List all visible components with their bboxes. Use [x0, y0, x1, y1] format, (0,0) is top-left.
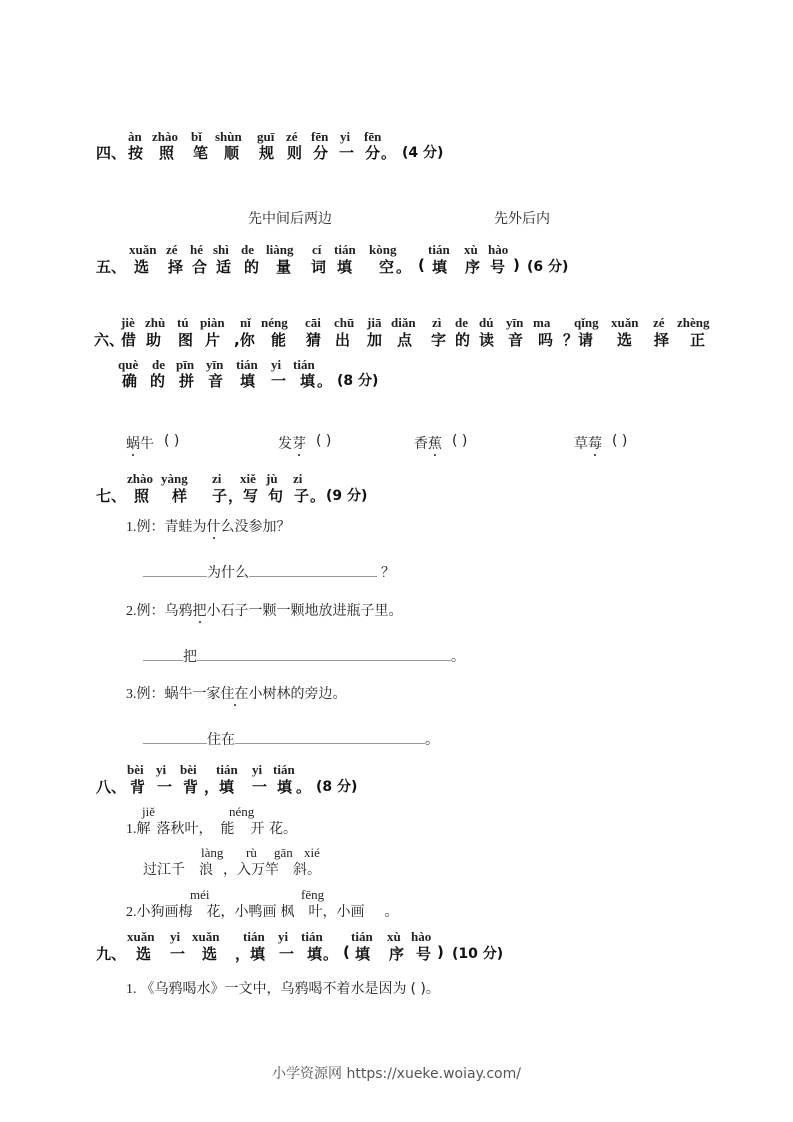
question-number: 1.	[126, 520, 137, 535]
example-label: 例：	[136, 686, 165, 702]
section-number: 五、	[96, 258, 127, 276]
question-number: 2.	[126, 604, 137, 619]
blank-input[interactable]	[249, 575, 377, 577]
char: 照	[134, 487, 150, 505]
char: 的	[150, 372, 166, 390]
pinyin: cí	[312, 242, 322, 257]
char: 浪	[199, 862, 213, 878]
pinyin: xuǎn	[127, 929, 155, 944]
answer-paren[interactable]: ( )	[410, 981, 426, 997]
pinyin: guī	[257, 129, 275, 144]
char: 选	[136, 945, 152, 963]
question-2	[126, 600, 403, 620]
char: 填	[337, 258, 353, 276]
char: 助	[146, 331, 162, 349]
pinyin: zì	[432, 315, 442, 330]
pinyin: jù	[266, 471, 278, 486]
pinyin: xuǎn	[129, 242, 157, 257]
word-item-1	[126, 433, 154, 453]
poem-text: ，入万	[223, 862, 265, 878]
char: 选	[617, 331, 633, 349]
pinyin: de	[455, 315, 468, 330]
char: 字	[431, 331, 447, 349]
question-number: 1.	[126, 982, 137, 997]
punct: 。	[307, 862, 321, 878]
punct: 。	[396, 258, 412, 276]
char: 读	[479, 331, 495, 349]
char: 一	[170, 945, 186, 963]
pinyin: ma	[533, 315, 551, 330]
pinyin: hào	[488, 242, 509, 257]
char: 填	[432, 258, 448, 276]
pinyin: yi	[156, 762, 167, 777]
pinyin: zi	[212, 471, 222, 486]
blank-input[interactable]	[143, 742, 207, 744]
pinyin: chū	[334, 315, 355, 330]
char: 填	[300, 372, 316, 390]
dotted-char: 芽	[292, 436, 306, 452]
footer-watermark: 小学资源网 https://xueke.woiay.com/	[272, 1066, 521, 1082]
dotted-char: 蜗	[126, 436, 140, 452]
char: 香	[414, 436, 428, 452]
word-item-3	[414, 433, 442, 453]
char: 草	[574, 436, 588, 452]
char: 图	[178, 331, 194, 349]
pinyin: yīn	[206, 357, 224, 372]
poem-text: 小狗画	[136, 904, 179, 920]
question-1	[126, 978, 440, 998]
answer-paren-3[interactable]: ( )	[452, 433, 468, 449]
pinyin: yi	[271, 357, 282, 372]
pinyin: shì	[213, 242, 229, 257]
poem-line-2	[143, 859, 321, 879]
pinyin: yi	[252, 762, 263, 777]
char: 的	[455, 331, 471, 349]
pinyin: tián	[351, 929, 373, 944]
pinyin: jiè	[121, 315, 135, 330]
char: 笔	[193, 144, 209, 162]
punct: 。	[317, 372, 333, 390]
pinyin: xié	[304, 845, 320, 860]
question-number: 2.	[126, 905, 137, 920]
option-2: 先外后内	[494, 211, 550, 227]
pinyin: yàng	[161, 471, 188, 486]
pinyin: bèi	[127, 762, 144, 777]
char: ，填	[204, 778, 235, 796]
blank-input[interactable]	[143, 575, 207, 577]
dotted-words: 把	[192, 603, 207, 619]
blank-input[interactable]	[197, 659, 451, 661]
pinyin: zé	[166, 242, 178, 257]
char: 梅	[178, 904, 193, 920]
pinyin: méi	[190, 887, 210, 902]
pinyin: xiě	[240, 471, 256, 486]
pinyin: diǎn	[391, 315, 416, 330]
answer-line-1	[143, 562, 395, 582]
char: 猜	[306, 331, 322, 349]
section-number: 四、	[96, 144, 127, 162]
question-number: 3.	[126, 687, 137, 702]
char: 能	[271, 331, 287, 349]
question-number: 1.	[126, 822, 137, 837]
pinyin: yīn	[506, 315, 524, 330]
pinyin: tián	[216, 762, 238, 777]
pinyin: zé	[286, 129, 298, 144]
pinyin: yi	[278, 929, 289, 944]
pinyin: qǐng	[574, 315, 599, 330]
pinyin: fēng	[301, 887, 325, 902]
pinyin: liàng	[266, 242, 294, 257]
pinyin: bǐ	[191, 129, 202, 144]
poem-text: 花，小鸭画	[206, 904, 277, 920]
pinyin: shùn	[215, 129, 242, 144]
sentence-text: 蜗牛一家	[164, 686, 221, 702]
pinyin: fēn	[364, 129, 382, 144]
char: 出	[335, 331, 351, 349]
char: 加	[367, 331, 383, 349]
pinyin: tián	[273, 762, 295, 777]
score: (6 分)	[527, 259, 569, 275]
dotted-char: 莓	[588, 436, 602, 452]
poem-text: 落秋叶，	[156, 821, 213, 837]
option-1: 先中间后两边	[248, 211, 332, 227]
dotted-words: 住在	[220, 686, 249, 702]
char: 一	[252, 778, 268, 796]
char: ，填	[235, 945, 266, 963]
pinyin: pīn	[176, 357, 195, 372]
pinyin: jiā	[367, 315, 382, 330]
char: 音	[508, 331, 524, 349]
char: 填	[355, 945, 371, 963]
answer-paren-4[interactable]: ( )	[612, 433, 628, 449]
question-1	[126, 516, 291, 536]
char: 子	[294, 487, 310, 505]
score: (8 分)	[316, 779, 358, 795]
char: 发	[278, 436, 292, 452]
char: 选	[134, 258, 150, 276]
char: 正	[690, 331, 706, 349]
char: 样	[172, 487, 188, 505]
char: 照	[159, 144, 175, 162]
char: 选	[202, 945, 218, 963]
pinyin: cāi	[305, 315, 321, 330]
paren-open: (	[418, 256, 425, 274]
char: 能	[220, 821, 235, 837]
char: 择	[168, 258, 184, 276]
pinyin: tián	[334, 242, 356, 257]
char: 一	[279, 945, 295, 963]
pinyin: xù	[464, 242, 478, 257]
punct: 。	[323, 945, 339, 963]
example-label: 例：	[136, 603, 165, 619]
pinyin: tián	[301, 929, 323, 944]
char: 牛	[140, 436, 154, 452]
pinyin: rù	[246, 845, 257, 860]
paren-close: )	[513, 256, 520, 274]
char: 点	[397, 331, 413, 349]
char: 一	[157, 778, 173, 796]
score: (8 分)	[337, 373, 379, 389]
answer-keyword: 把	[183, 649, 197, 665]
answer-paren-1[interactable]: ( )	[164, 433, 180, 449]
punct: 。	[381, 144, 397, 162]
pinyin: xù	[387, 929, 401, 944]
sentence-text: 小树林的旁边。	[248, 686, 347, 702]
pinyin: tú	[177, 315, 189, 330]
sentence-text: 小石子一颗一颗地放进瓶子里。	[206, 603, 403, 619]
pinyin: nǐ	[240, 315, 251, 330]
pinyin: bèi	[180, 762, 197, 777]
char: 适	[216, 258, 232, 276]
pinyin: tián	[236, 357, 258, 372]
pinyin: néng	[261, 315, 288, 330]
sentence-text: 没参加？	[234, 519, 291, 535]
poem-text: 过江千	[143, 862, 185, 878]
char: 号	[490, 258, 506, 276]
char: 词	[311, 258, 327, 276]
pinyin: xuǎn	[611, 315, 639, 330]
pinyin: zhào	[152, 129, 178, 144]
char: 确	[122, 372, 138, 390]
char: 一	[271, 372, 287, 390]
blank-input[interactable]	[143, 659, 183, 661]
answer-line-2	[143, 646, 465, 666]
char: 序	[389, 945, 405, 963]
question-text: 《乌鸦喝水》一文中，乌鸦喝不着水是因为	[140, 981, 407, 997]
word-item-4	[574, 433, 602, 453]
char: 空	[379, 258, 395, 276]
poem-line-3	[126, 901, 399, 921]
char: 竿	[265, 862, 279, 878]
example-label: 例：	[136, 519, 165, 535]
sentence-text: 乌鸦	[164, 603, 193, 619]
pinyin: àn	[128, 129, 142, 144]
char: 填	[307, 945, 323, 963]
pinyin: zhù	[145, 315, 166, 330]
punct: 。	[451, 649, 465, 665]
char: 解	[136, 821, 151, 837]
dotted-char: 蕉	[428, 436, 442, 452]
pinyin: kòng	[369, 242, 397, 257]
punct: 。	[384, 904, 399, 920]
char: 一	[339, 144, 355, 162]
pinyin: zhào	[127, 471, 153, 486]
char: 填	[277, 778, 293, 796]
char: 量	[276, 258, 292, 276]
char: 句	[268, 487, 284, 505]
pinyin: hào	[411, 929, 432, 944]
section-number: 七、	[96, 487, 127, 505]
char: 片	[205, 331, 221, 349]
pinyin: zi	[293, 471, 303, 486]
answer-line-3	[143, 729, 439, 749]
pinyin: hé	[190, 242, 203, 257]
poem-line-1	[126, 818, 297, 838]
pinyin: de	[152, 357, 165, 372]
dotted-words: 为什么	[192, 519, 235, 535]
char: 拼	[179, 372, 195, 390]
answer-keyword: 住在	[207, 732, 235, 748]
char: 序	[465, 258, 481, 276]
char: 吗	[538, 331, 554, 349]
pinyin: xuǎn	[192, 929, 220, 944]
pinyin: zé	[653, 315, 665, 330]
pinyin: zhèng	[677, 315, 710, 330]
char: 的	[244, 258, 260, 276]
char: 借	[121, 331, 137, 349]
char: 分	[365, 144, 381, 162]
pinyin: néng	[229, 804, 255, 819]
pinyin: tián	[293, 357, 315, 372]
pinyin: de	[241, 242, 254, 257]
pinyin: yi	[340, 129, 351, 144]
pinyin: jiě	[142, 804, 155, 819]
char: 择	[654, 331, 670, 349]
char: 背	[130, 778, 146, 796]
punct: 。	[296, 778, 312, 796]
section-number: 八、	[96, 778, 127, 796]
char: 填	[240, 372, 256, 390]
pinyin: dú	[479, 315, 494, 330]
answer-paren-2[interactable]: ( )	[316, 433, 332, 449]
char: 按	[128, 144, 144, 162]
paren-close: )	[437, 943, 444, 961]
poem-text: 叶，小画	[308, 904, 365, 920]
pinyin: làng	[201, 845, 224, 860]
pinyin: tián	[428, 242, 450, 257]
score: (4 分)	[402, 145, 444, 161]
pinyin: tián	[243, 929, 265, 944]
char: 子	[212, 487, 228, 505]
punct: 。	[425, 732, 439, 748]
char: 号	[416, 945, 432, 963]
punct: ？	[381, 565, 395, 581]
char: 背	[183, 778, 199, 796]
poem-text: 开 花。	[250, 821, 297, 837]
paren-open: (	[343, 943, 350, 961]
pinyin: gān	[274, 845, 293, 860]
char: ,你	[234, 331, 255, 349]
char: 顺	[224, 144, 240, 162]
section-number: 九、	[96, 945, 127, 963]
score: (9 分)	[326, 488, 368, 504]
answer-keyword: 为什么	[207, 565, 249, 581]
char: 斜	[293, 862, 307, 878]
blank-input[interactable]	[235, 742, 425, 744]
char: 则	[287, 144, 303, 162]
char: ？请	[563, 331, 594, 349]
char: 分	[313, 144, 329, 162]
char: 规	[259, 144, 275, 162]
char: 枫	[280, 904, 295, 920]
pinyin: piàn	[200, 315, 225, 330]
char: 音	[208, 372, 224, 390]
punct: 。	[310, 487, 326, 505]
pinyin: yi	[170, 929, 181, 944]
sentence-text: 青蛙	[164, 519, 193, 535]
char: 合	[192, 258, 208, 276]
word-item-2	[278, 433, 306, 453]
section-number: 六、	[94, 331, 125, 349]
char: ，写	[228, 487, 259, 505]
pinyin: fēn	[311, 129, 329, 144]
pinyin: què	[118, 357, 139, 372]
score: (10 分)	[452, 946, 504, 962]
punct: 。	[425, 981, 440, 997]
question-3	[126, 683, 347, 703]
